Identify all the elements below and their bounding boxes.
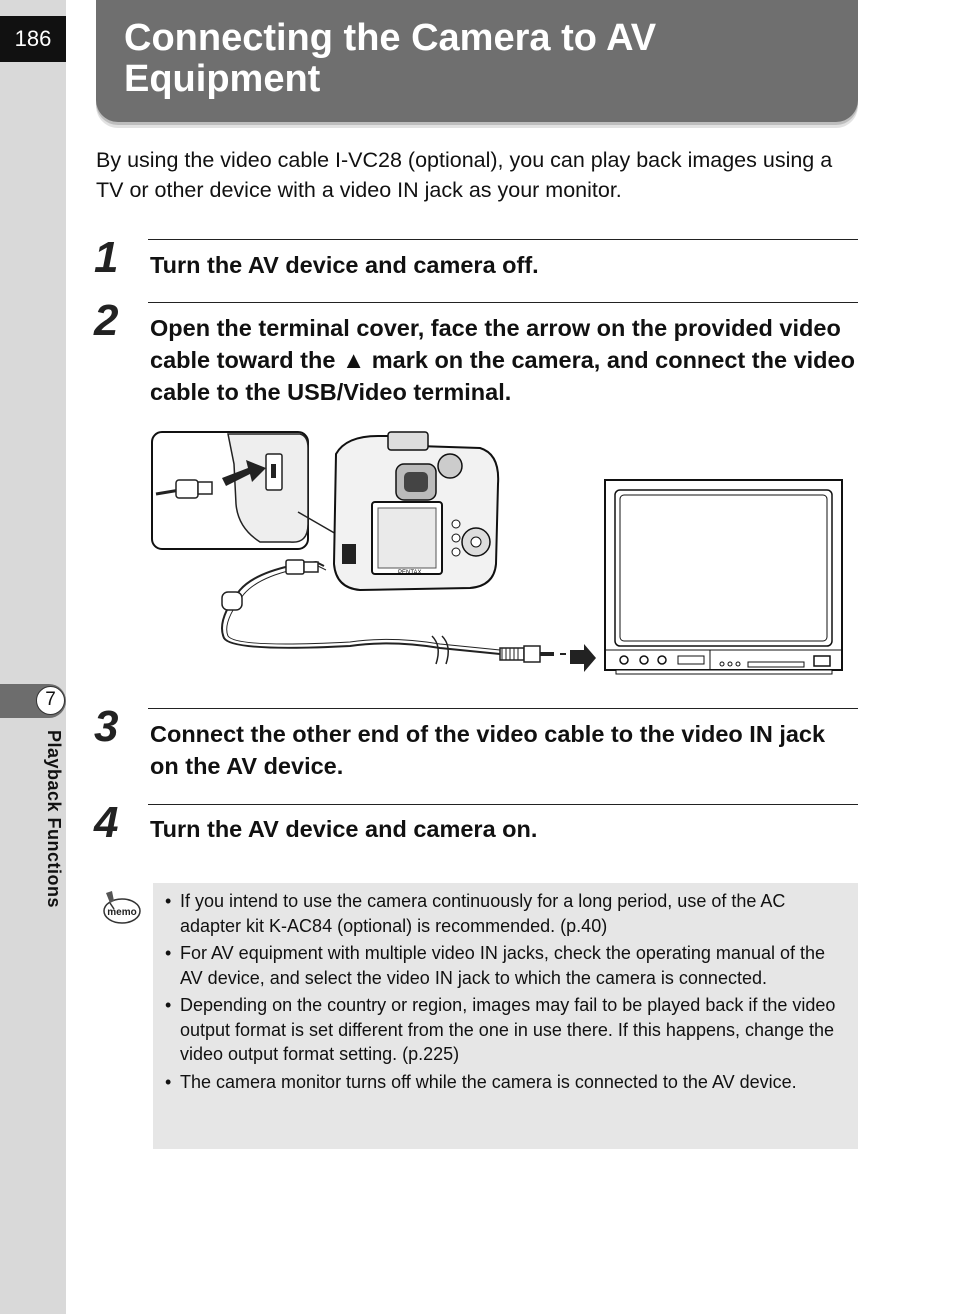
step-text: Connect the other end of the video cable to the video IN jack on the AV device. [150,721,826,779]
page-number: 186 [0,16,66,62]
memo-icon [100,887,142,927]
memo-box [153,883,858,1149]
chapter-number: 7 [36,686,65,715]
memo-item-text: The camera monitor turns off while the camera is connected to the AV device. [180,1071,797,1092]
step-divider [148,302,858,303]
memo-item: • The camera monitor turns off while the camera is connected to the AV device. [165,1071,797,1092]
step-number: 2 [94,296,119,345]
memo-item-text: If you intend to use the camera continuously for a long period, use of the AC adapter kit K-AC84 (optional) is recommended. (p.40) [180,891,786,936]
step-number: 4 [94,798,119,847]
step-text: Open the terminal cover, face the arrow on the provided video cable toward the ▲ mark on the camera, and connect the video cable to the USB/Video terminal. [150,315,855,405]
camera-image [334,432,498,590]
memo-item-text: For AV equipment with multiple video IN jacks, check the operating manual of the AV device, and select the video IN jack to which the camera is connected. [180,943,826,988]
chapter-label: Playback Functions [44,730,64,909]
step-text: Turn the AV device and camera on. [150,816,538,842]
camera-tv-connection-illustration [150,424,850,680]
intro-paragraph: By using the video cable I-VC28 (optional), you can play back images using a TV or other device with a video IN jack as your monitor. [96,148,833,202]
camera-brand: PENTAX [398,570,422,576]
step-number: 1 [94,233,119,282]
memo-item-text: Depending on the country or region, images may fail to be played back if the video output format is set different from the one in use there. If this happens, change the video output format setting. (p.225) [180,995,836,1064]
step-text: Turn the AV device and camera off. [150,252,539,278]
tv-monitor-image [605,480,842,674]
step-divider [148,708,858,709]
page-title: Connecting the Camera to AV Equipment [124,17,657,100]
step-divider [148,804,858,805]
memo-icon-label: memo [107,907,137,918]
step-number: 3 [94,702,119,751]
memo-item: • Depending on the country or region, images may fail to be played back if the video output format is set different from the one in use there. If this happens, change the video output format setting. (p.225) [165,995,836,1064]
title-banner [96,0,858,122]
side-margin [0,0,66,1314]
memo-item: • For AV equipment with multiple video IN jacks, check the operating manual of the AV device, and select the video IN jack to which the camera is connected. [165,943,826,988]
connector-inset-image [152,432,350,549]
memo-item: • If you intend to use the camera continuously for a long period, use of the AC adapter kit K-AC84 (optional) is recommended. (p.40) [165,891,786,936]
step-divider [148,239,858,240]
